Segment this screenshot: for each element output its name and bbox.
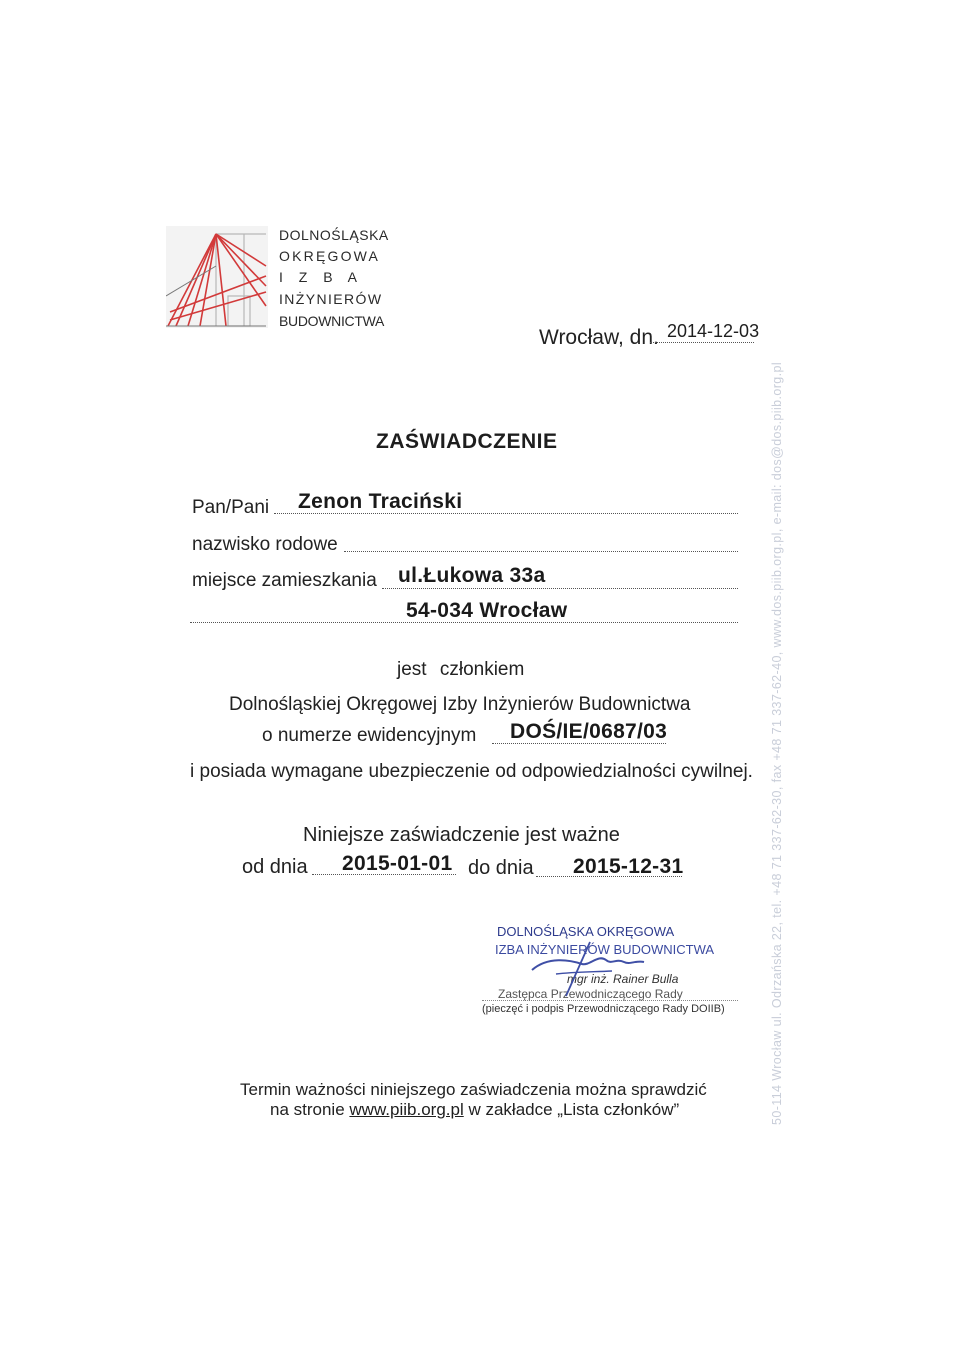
chamber-logo-icon (166, 226, 268, 328)
address-line-1: ul.Łukowa 33a (398, 564, 546, 587)
date-value: 2014-12-03 (667, 321, 760, 341)
stamp-signatory-name: mgr inż. Rainer Bulla (567, 972, 679, 986)
registration-label: o numerze ewidencyjnym (262, 725, 477, 746)
footer-prefix: na stronie (270, 1100, 345, 1119)
date-label: Wrocław, dn. (539, 326, 659, 349)
signature-icon (520, 938, 670, 998)
insurance-statement: i posiada wymagane ubezpieczenie od odpowiedzialności cywilnej. (190, 761, 753, 782)
logo-text-line-1: DOLNOŚLĄSKA (279, 227, 389, 243)
maiden-name-label: nazwisko rodowe (192, 534, 338, 555)
valid-from-value: 2015-01-01 (342, 852, 453, 875)
valid-to-label: do dnia (468, 857, 534, 879)
chamber-name: Dolnośląskiej Okręgowej Izby Inżynierów Budownictwa (229, 694, 691, 715)
address-label: miejsce zamieszkania (192, 570, 377, 591)
stamp-line-2: IZBA INŻYNIERÓW BUDOWNICTWA (495, 942, 715, 957)
footer-line-1: Termin ważności niniejszego zaświadczenia można sprawdzić (240, 1080, 707, 1099)
logo-text-line-4: INŻYNIERÓW (279, 291, 383, 307)
registration-number: DOŚ/IE/0687/03 (510, 720, 668, 743)
logo-text-line-2: OKRĘGOWA (279, 248, 381, 264)
piib-website-link[interactable]: www.piib.org.pl (349, 1100, 464, 1119)
address-dots-1 (382, 588, 738, 589)
date-dots (650, 342, 754, 343)
logo-text-line-3: I Z B A (279, 269, 361, 285)
logo-text-line-5: BUDOWNICTWA (279, 313, 385, 329)
footer-suffix: w zakładce „Lista członków” (468, 1100, 680, 1119)
stamp-signatory-role: Zastępca Przewodniczącego Rady (498, 987, 683, 1001)
valid-from-label: od dnia (242, 856, 308, 878)
stamp-line-1: DOLNOŚLĄSKA OKRĘGOWA (497, 924, 675, 939)
validity-statement: Niniejsze zaświadczenie jest ważne (303, 824, 620, 846)
membership-statement: jest członkiem (397, 659, 525, 680)
footer-line-2 (270, 1100, 679, 1120)
contact-sidebar-text: 50-114 Wrocław ul. Odrzańska 22, tel. +48 71 337-62-30, fax +48 71 337-62-40, www.dos.piib.org.pl, e-mail: dos@dos.piib.org.pl (770, 361, 784, 1125)
maiden-name-dots (344, 551, 738, 552)
stamp-caption: (pieczęć i podpis Przewodniczącego Rady DOIIB) (482, 1003, 725, 1015)
valid-to-value: 2015-12-31 (573, 855, 684, 878)
name-value: Zenon Traciński (298, 490, 463, 513)
document-title: ZAŚWIADCZENIE (376, 430, 558, 453)
name-label: Pan/Pani (192, 497, 270, 518)
address-line-2: 54-034 Wrocław (406, 599, 568, 622)
